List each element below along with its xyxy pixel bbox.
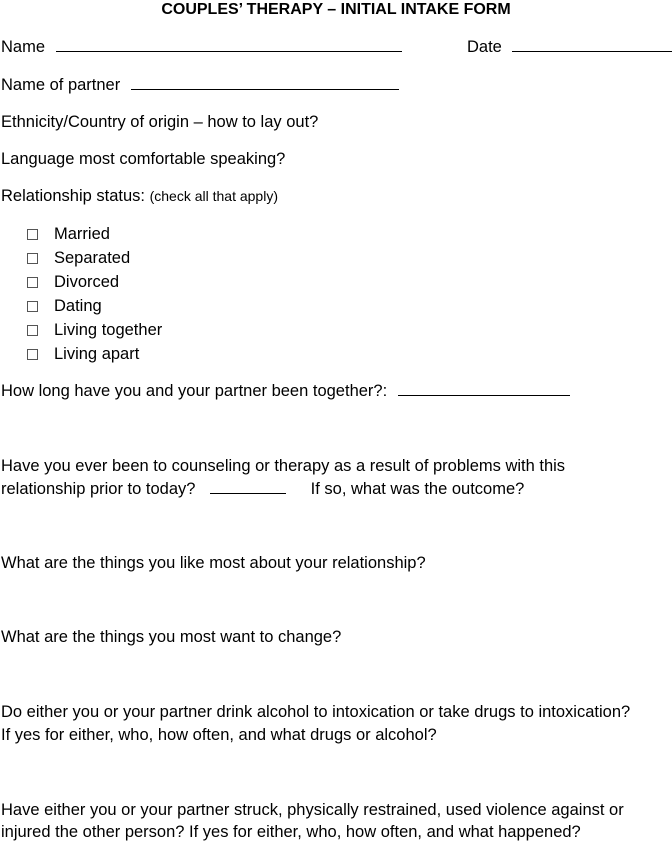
option-label: Married: [54, 225, 110, 243]
date-field[interactable]: [512, 37, 672, 52]
change-question: What are the things you most want to change?: [1, 628, 342, 646]
option-label: Divorced: [54, 273, 120, 291]
status-options: [26, 222, 162, 366]
status-option-dating[interactable]: [26, 294, 162, 318]
how-long-field[interactable]: [398, 381, 570, 396]
option-label: Living apart: [54, 345, 140, 363]
counseling-question-line2: [1, 478, 524, 500]
status-option-separated[interactable]: [26, 246, 162, 270]
partner-field[interactable]: [131, 75, 399, 90]
counseling-answer-field[interactable]: [210, 479, 286, 494]
how-long-question: How long have you and your partner been together?:: [1, 382, 388, 400]
status-option-living-together[interactable]: [26, 318, 162, 342]
checkbox-icon[interactable]: [27, 301, 38, 312]
status-hint: (check all that apply): [149, 188, 278, 204]
like-question: What are the things you like most about your relationship?: [1, 554, 426, 572]
counseling-question-part-b: If so, what was the outcome?: [310, 480, 525, 498]
violence-question-line2: injured the other person? If yes for either, who, how often, and what happened?: [1, 823, 581, 841]
date-label: Date: [467, 38, 502, 56]
form-title: COUPLES’ THERAPY – INITIAL INTAKE FORM: [161, 1, 511, 18]
counseling-question-line1: Have you ever been to counseling or therapy as a result of problems with this: [1, 457, 566, 475]
checkbox-icon[interactable]: [27, 325, 38, 336]
status-row: [1, 185, 278, 207]
checkbox-icon[interactable]: [27, 253, 38, 264]
counseling-question-part-a: relationship prior to today?: [1, 480, 196, 498]
checkbox-icon[interactable]: [27, 349, 38, 360]
ethnicity-question: Ethnicity/Country of origin – how to lay out?: [1, 113, 319, 131]
checkbox-icon[interactable]: [27, 229, 38, 240]
name-label: Name: [1, 38, 46, 56]
violence-question-line1: Have either you or your partner struck, physically restrained, used violence against or: [1, 801, 624, 819]
name-row: [1, 36, 402, 58]
alcohol-question-line2: If yes for either, who, how often, and what drugs or alcohol?: [1, 726, 437, 744]
option-label: Separated: [54, 249, 131, 267]
option-label: Living together: [54, 321, 163, 339]
status-option-living-apart[interactable]: [26, 342, 162, 366]
status-option-divorced[interactable]: [26, 270, 162, 294]
status-label: Relationship status:: [1, 187, 145, 205]
language-question: Language most comfortable speaking?: [1, 150, 286, 168]
name-field[interactable]: [56, 37, 402, 52]
option-label: Dating: [54, 297, 102, 315]
partner-label: Name of partner: [1, 76, 121, 94]
date-row: [467, 36, 672, 58]
status-option-married[interactable]: [26, 222, 162, 246]
how-long-row: [1, 380, 570, 402]
checkbox-icon[interactable]: [27, 277, 38, 288]
alcohol-question-line1: Do either you or your partner drink alcohol to intoxication or take drugs to intoxication?: [1, 703, 631, 721]
partner-row: [1, 74, 399, 96]
